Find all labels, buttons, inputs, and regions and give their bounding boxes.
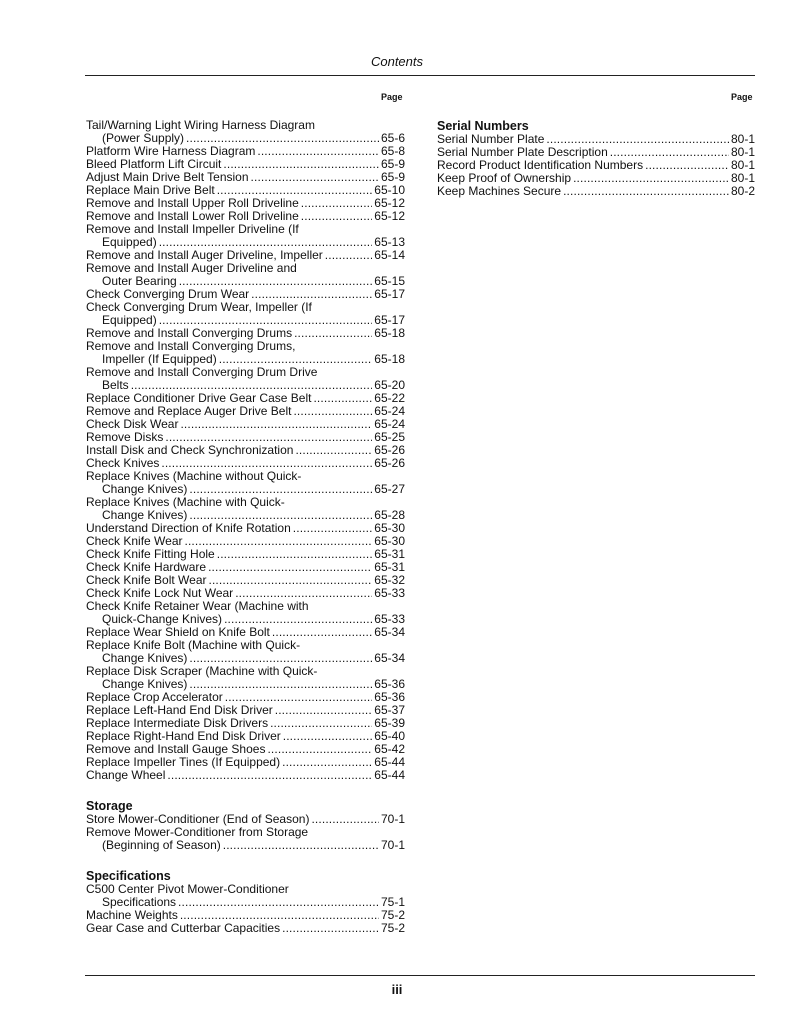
toc-entry[interactable] [86,574,405,587]
toc-entry-page: 65-26 [374,457,405,470]
toc-entry-title: Replace Intermediate Disk Drivers [86,717,269,730]
dot-leader [189,652,372,665]
dot-leader [645,159,729,172]
toc-entry-title: Remove Disks [86,431,164,444]
toc-entry[interactable] [437,146,755,159]
toc-entry[interactable] [86,826,405,852]
toc-entry-title: (Power Supply) [102,132,185,145]
dot-leader [301,197,373,210]
toc-entry-title: Remove and Install Auger Driveline, Impeller [86,249,323,262]
toc-entry[interactable] [86,522,405,535]
toc-entry-title: Replace Main Drive Belt [86,184,215,197]
toc-entry[interactable] [86,600,405,626]
dot-leader [546,133,729,146]
toc-entry-title: Impeller (If Equipped) [102,353,217,366]
dot-leader [178,896,379,909]
dot-leader [272,626,372,639]
toc-entry[interactable] [86,405,405,418]
toc-entry-title: Install Disk and Check Synchronization [86,444,294,457]
toc-entry-title: Keep Proof of Ownership [437,172,572,185]
dot-leader [257,145,379,158]
toc-entry-page: 65-32 [374,574,405,587]
dot-leader [159,236,373,249]
toc-entry-page: 65-31 [374,548,405,561]
toc-right-column [437,119,755,198]
dot-leader [186,132,379,145]
toc-entry-title: (Beginning of Season) [102,839,221,852]
toc-entry-page: 80-1 [730,159,755,172]
toc-entry-page: 65-30 [374,535,405,548]
toc-entry[interactable] [86,717,405,730]
toc-entry[interactable] [86,223,405,249]
toc-entry-page: 65-30 [374,522,405,535]
dot-leader [180,909,379,922]
dot-leader [275,704,373,717]
toc-entry-page: 65-33 [374,613,405,626]
toc-entry[interactable] [86,883,405,909]
toc-entry[interactable] [86,704,405,717]
dot-leader [217,184,373,197]
dot-leader [311,813,379,826]
toc-entry-title: Change Knives) [102,509,188,522]
toc-entry-page: 65-8 [380,145,405,158]
dot-leader [219,353,373,366]
toc-entry-title: Check Disk Wear [86,418,179,431]
toc-section-heading: Specifications [86,869,171,883]
dot-leader [161,457,372,470]
toc-entry[interactable] [86,561,405,574]
toc-entry-page: 65-39 [374,717,405,730]
toc-entry-page: 75-2 [380,922,405,935]
toc-entry-page: 80-1 [730,133,755,146]
toc-entry-page: 65-9 [380,158,405,171]
toc-entry[interactable] [86,288,405,301]
toc-section-heading: Storage [86,799,133,813]
dot-leader [167,769,372,782]
toc-entry-page: 65-20 [374,379,405,392]
toc-entry-page: 65-17 [374,314,405,327]
toc-entry[interactable] [86,587,405,600]
dot-leader [313,392,372,405]
toc-entry-title: Machine Weights [86,909,178,922]
toc-entry-page: 80-1 [730,172,755,185]
toc-entry[interactable] [86,922,405,935]
toc-entry-title: Replace Knives (Machine with Quick- [86,496,285,509]
toc-entry[interactable] [86,470,405,496]
toc-entry-page: 65-22 [374,392,405,405]
toc-entry[interactable] [86,909,405,922]
toc-entry[interactable] [86,301,405,327]
toc-entry-title: Check Knife Hardware [86,561,207,574]
dot-leader [159,314,373,327]
dot-leader [270,717,372,730]
dot-leader [563,185,729,198]
toc-entry-page: 65-25 [374,431,405,444]
toc-entry-title: Bleed Platform Lift Circuit [86,158,222,171]
dot-leader [225,691,373,704]
toc-entry-title: Check Knife Wear [86,535,183,548]
toc-entry-title: Remove and Replace Auger Drive Belt [86,405,292,418]
page-header-title: Contents [370,54,424,69]
toc-entry[interactable] [437,185,755,198]
toc-entry-title: Change Knives) [102,678,188,691]
toc-entry-title: Replace Impeller Tines (If Equipped) [86,756,281,769]
toc-entry-page: 75-2 [380,909,405,922]
toc-entry-title: Check Converging Drum Wear, Impeller (If [86,301,312,314]
dot-leader [294,327,372,340]
toc-entry-title: Replace Crop Accelerator [86,691,223,704]
toc-entry-title: Remove and Install Converging Drum Drive [86,366,318,379]
dot-leader [251,288,372,301]
dot-leader [189,678,372,691]
toc-entry-title: Store Mower-Conditioner (End of Season) [86,813,310,826]
dot-leader [223,839,379,852]
toc-entry-title: Serial Number Plate Description [437,146,608,159]
toc-entry-title: Remove and Install Lower Roll Driveline [86,210,299,223]
toc-entry[interactable] [86,639,405,665]
toc-entry-title: Remove and Install Converging Drums [86,327,293,340]
dot-leader [282,922,379,935]
toc-entry-title: Keep Machines Secure [437,185,562,198]
toc-entry[interactable] [86,691,405,704]
toc-entry[interactable] [86,743,405,756]
toc-entry[interactable] [86,197,405,210]
page-column-label-right: Page [731,92,753,102]
dot-leader [223,158,379,171]
toc-entry-title: Record Product Identification Numbers [437,159,644,172]
toc-entry[interactable] [86,327,405,340]
toc-entry-title: Check Knives [86,457,160,470]
toc-entry-page: 65-33 [374,587,405,600]
toc-entry-title: Equipped) [102,314,157,327]
page-column-label-left: Page [381,92,403,102]
toc-entry[interactable] [86,548,405,561]
toc-entry[interactable] [86,730,405,743]
toc-section-heading: Serial Numbers [437,119,529,133]
toc-entry-title: Change Knives) [102,483,188,496]
toc-entry-title: Remove Mower-Conditioner from Storage [86,826,309,839]
toc-entry-title: Remove and Install Auger Driveline and [86,262,297,275]
dot-leader [224,613,372,626]
toc-entry-title: Check Knife Fitting Hole [86,548,215,561]
toc-entry-page: 65-36 [374,678,405,691]
toc-entry[interactable] [86,496,405,522]
dot-leader [325,249,373,262]
toc-entry-page: 65-24 [374,405,405,418]
toc-entry-page: 65-26 [374,444,405,457]
toc-entry-title: Adjust Main Drive Belt Tension [86,171,249,184]
toc-entry[interactable] [86,769,405,782]
toc-entry[interactable] [86,535,405,548]
toc-entry[interactable] [86,145,405,158]
toc-entry-page: 65-24 [374,418,405,431]
dot-leader [283,730,373,743]
toc-entry-title: Replace Wear Shield on Knife Bolt [86,626,270,639]
toc-entry-page: 80-1 [730,146,755,159]
toc-entry-title: Replace Right-Hand End Disk Driver [86,730,281,743]
toc-entry-title: Change Wheel [86,769,166,782]
toc-entry-title: Equipped) [102,236,157,249]
toc-entry[interactable] [86,249,405,262]
dot-leader [267,743,372,756]
dot-leader [165,431,372,444]
toc-entry-page: 75-1 [380,896,405,909]
dot-leader [180,418,372,431]
toc-entry-page: 65-37 [374,704,405,717]
toc-entry-title: Check Knife Lock Nut Wear [86,587,234,600]
toc-entry-page: 65-12 [374,210,405,223]
toc-entry[interactable] [86,457,405,470]
toc-left-column [86,119,405,935]
toc-entry[interactable] [86,418,405,431]
toc-entry-page: 65-44 [374,756,405,769]
toc-entry-title: Remove and Install Upper Roll Driveline [86,197,299,210]
dot-leader [209,574,373,587]
toc-entry-title: Serial Number Plate [437,133,545,146]
dot-leader [282,756,372,769]
dot-leader [251,171,379,184]
toc-entry[interactable] [86,210,405,223]
toc-entry[interactable] [86,431,405,444]
toc-entry[interactable] [86,184,405,197]
toc-entry-title: Replace Conditioner Drive Gear Case Belt [86,392,312,405]
dot-leader [185,535,373,548]
toc-entry-page: 65-40 [374,730,405,743]
page-number: iii [391,982,403,997]
toc-entry-page: 65-17 [374,288,405,301]
toc-entry[interactable] [86,340,405,366]
toc-entry-title: Check Converging Drum Wear [86,288,250,301]
toc-entry-title: Outer Bearing [102,275,177,288]
toc-entry-title: Check Knife Bolt Wear [86,574,207,587]
dot-leader [293,522,373,535]
toc-entry-page: 65-15 [374,275,405,288]
toc-entry-page: 80-2 [730,185,755,198]
toc-entry-page: 65-18 [374,327,405,340]
dot-leader [131,379,373,392]
dot-leader [189,483,372,496]
toc-entry-title: Platform Wire Harness Diagram [86,145,256,158]
dot-leader [295,444,372,457]
toc-entry-page: 65-10 [374,184,405,197]
toc-entry-page: 65-34 [374,652,405,665]
toc-entry[interactable] [86,392,405,405]
toc-entry[interactable] [86,444,405,457]
toc-entry-title: Replace Knife Bolt (Machine with Quick- [86,639,301,652]
toc-entry[interactable] [86,119,405,145]
toc-entry[interactable] [86,756,405,769]
toc-entry-title: Check Knife Retainer Wear (Machine with [86,600,309,613]
toc-entry-title: Quick-Change Knives) [102,613,223,626]
dot-leader [573,172,729,185]
toc-entry-title: Remove and Install Converging Drums, [86,340,296,353]
toc-entry-title: Understand Direction of Knife Rotation [86,522,291,535]
toc-entry-page: 65-28 [374,509,405,522]
toc-entry-page: 65-13 [374,236,405,249]
toc-entry-page: 65-34 [374,626,405,639]
toc-entry[interactable] [437,172,755,185]
dot-leader [301,210,373,223]
toc-entry-page: 65-12 [374,197,405,210]
toc-entry-title: Belts [102,379,129,392]
dot-leader [235,587,372,600]
toc-entry[interactable] [86,158,405,171]
toc-entry[interactable] [437,159,755,172]
toc-entry-page: 70-1 [380,839,405,852]
toc-entry-page: 65-6 [380,132,405,145]
toc-entry-title: Specifications [102,896,177,909]
header-rule [85,75,755,76]
toc-entry-page: 65-18 [374,353,405,366]
footer-rule [85,975,755,976]
toc-entry[interactable] [86,262,405,288]
toc-entry-page: 65-14 [374,249,405,262]
toc-entry-title: Remove and Install Impeller Driveline (If [86,223,299,236]
toc-entry-page: 65-31 [374,561,405,574]
toc-entry-title: Tail/Warning Light Wiring Harness Diagram [86,119,315,132]
toc-entry-page: 65-9 [380,171,405,184]
toc-entry-page: 65-42 [374,743,405,756]
dot-leader [208,561,372,574]
toc-entry-title: Change Knives) [102,652,188,665]
toc-entry-title: Replace Knives (Machine without Quick- [86,470,302,483]
toc-entry[interactable] [437,133,755,146]
toc-entry-page: 65-27 [374,483,405,496]
toc-entry[interactable] [86,366,405,392]
dot-leader [610,146,729,159]
toc-entry-title: Replace Disk Scraper (Machine with Quick- [86,665,318,678]
dot-leader [179,275,373,288]
dot-leader [293,405,372,418]
dot-leader [189,509,372,522]
toc-entry[interactable] [86,813,405,826]
toc-entry[interactable] [86,626,405,639]
toc-entry-page: 65-36 [374,691,405,704]
toc-entry-title: Gear Case and Cutterbar Capacities [86,922,281,935]
toc-entry-title: Replace Left-Hand End Disk Driver [86,704,273,717]
toc-entry-title: C500 Center Pivot Mower-Conditioner [86,883,289,896]
toc-entry[interactable] [86,171,405,184]
toc-entry[interactable] [86,665,405,691]
toc-entry-page: 70-1 [380,813,405,826]
toc-entry-page: 65-44 [374,769,405,782]
toc-entry-title: Remove and Install Gauge Shoes [86,743,266,756]
dot-leader [217,548,373,561]
